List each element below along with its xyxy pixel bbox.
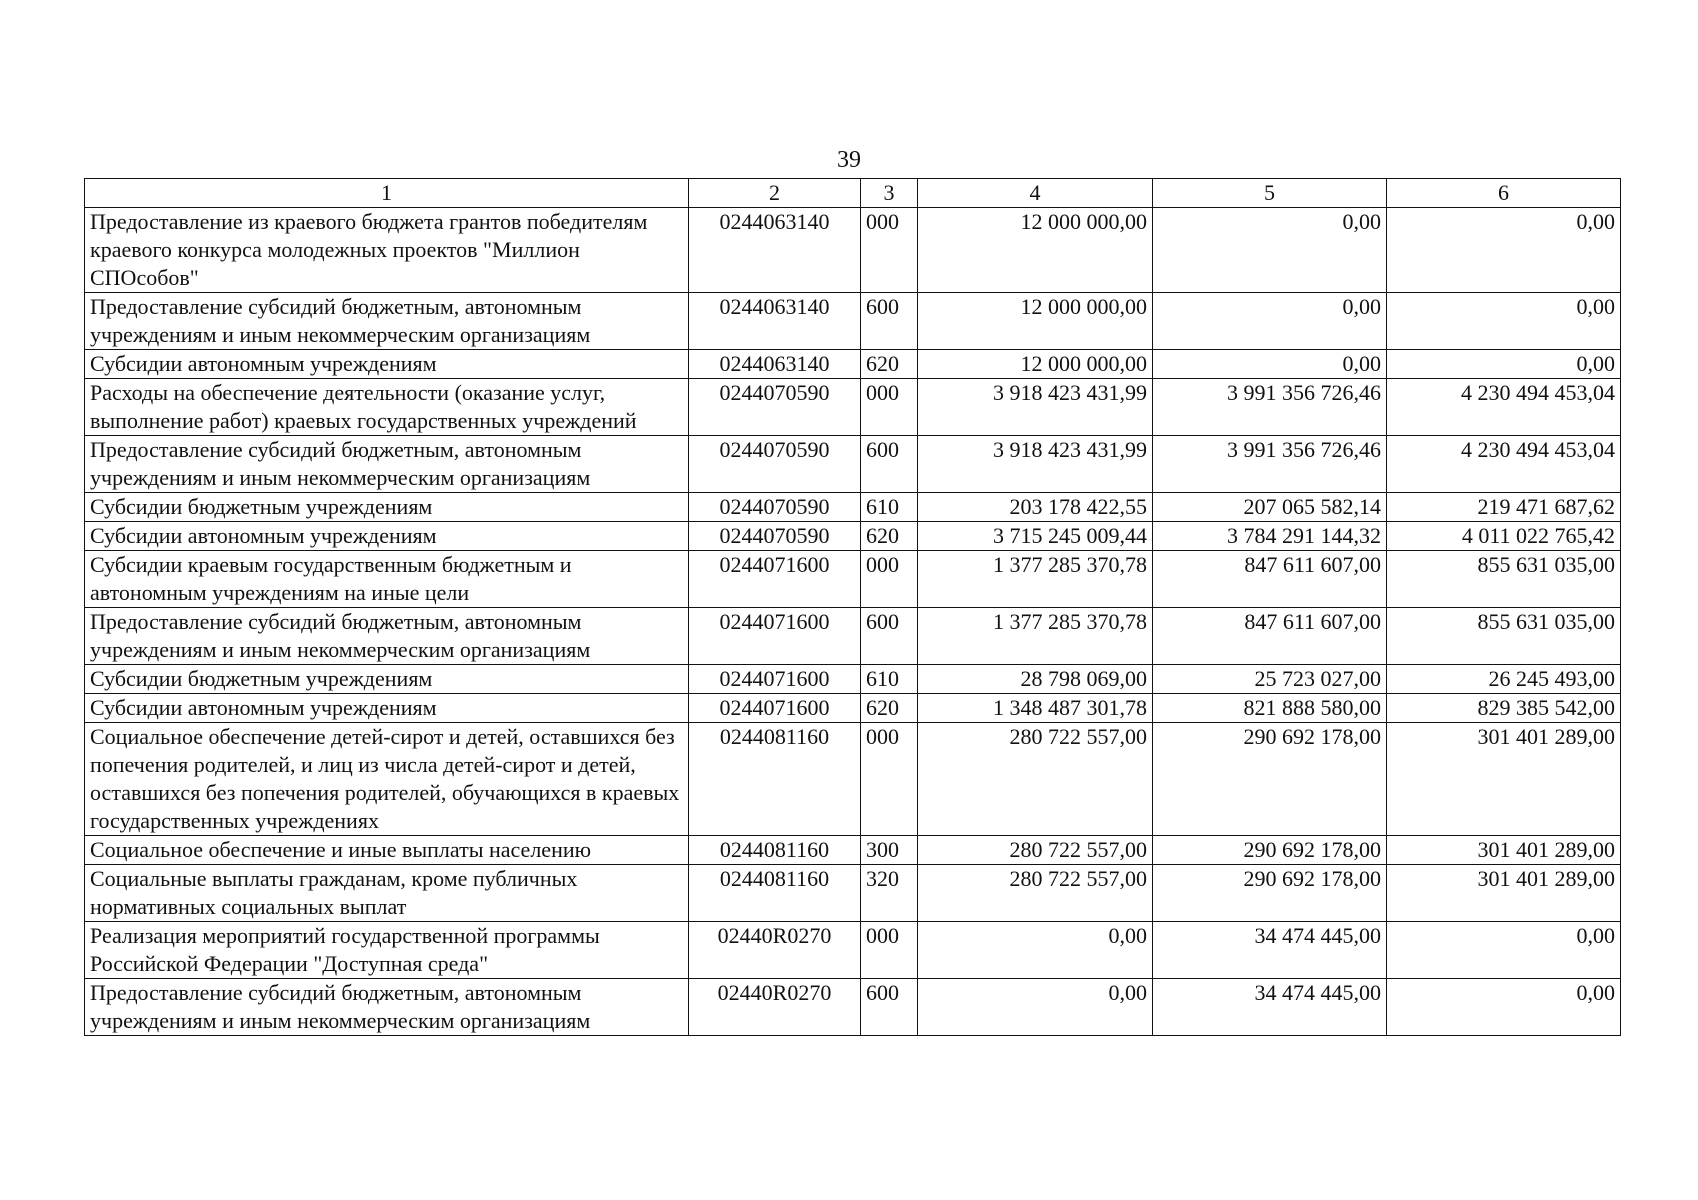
target-article-code-cell: 0244070590 (689, 493, 861, 522)
expense-name-cell: Социальное обеспечение и иные выплаты населению (85, 836, 689, 865)
amount-cell-col6: 0,00 (1387, 208, 1621, 293)
amount-cell-col5: 3 991 356 726,46 (1153, 379, 1387, 436)
amount-cell-col6: 4 230 494 453,04 (1387, 379, 1621, 436)
amount-cell-col5: 3 784 291 144,32 (1153, 522, 1387, 551)
table-row (85, 665, 1621, 694)
table-row (85, 208, 1621, 293)
target-article-code-cell: 0244063140 (689, 208, 861, 293)
expense-type-code-cell: 610 (861, 493, 918, 522)
target-article-code-cell: 02440R0270 (689, 979, 861, 1036)
table-row (85, 551, 1621, 608)
expense-name-cell: Предоставление из краевого бюджета грантов победителям краевого конкурса молодежных проектов "Миллион СПОсобов" (85, 208, 689, 293)
amount-cell-col5: 34 474 445,00 (1153, 979, 1387, 1036)
amount-cell-col4: 280 722 557,00 (918, 723, 1153, 836)
amount-cell-col5: 847 611 607,00 (1153, 551, 1387, 608)
expense-type-code-cell: 000 (861, 551, 918, 608)
expense-type-code-cell: 620 (861, 694, 918, 723)
expense-name-cell: Предоставление субсидий бюджетным, автономным учреждениям и иным некоммерческим организациям (85, 436, 689, 493)
amount-cell-col6: 26 245 493,00 (1387, 665, 1621, 694)
amount-cell-col6: 219 471 687,62 (1387, 493, 1621, 522)
target-article-code-cell: 0244081160 (689, 723, 861, 836)
amount-cell-col6: 0,00 (1387, 922, 1621, 979)
target-article-code-cell: 0244071600 (689, 608, 861, 665)
amount-cell-col5: 821 888 580,00 (1153, 694, 1387, 723)
amount-cell-col5: 34 474 445,00 (1153, 922, 1387, 979)
amount-cell-col4: 280 722 557,00 (918, 865, 1153, 922)
expense-type-code-cell: 300 (861, 836, 918, 865)
amount-cell-col4: 0,00 (918, 979, 1153, 1036)
expense-type-code-cell: 600 (861, 979, 918, 1036)
expense-name-cell: Субсидии бюджетным учреждениям (85, 493, 689, 522)
expense-type-code-cell: 620 (861, 522, 918, 551)
amount-cell-col6: 829 385 542,00 (1387, 694, 1621, 723)
target-article-code-cell: 0244081160 (689, 865, 861, 922)
expense-name-cell: Субсидии краевым государственным бюджетным и автономным учреждениям на иные цели (85, 551, 689, 608)
expense-type-code-cell: 320 (861, 865, 918, 922)
column-number: 6 (1387, 179, 1621, 208)
expense-name-cell: Реализация мероприятий государственной программы Российской Федерации "Доступная среда" (85, 922, 689, 979)
amount-cell-col5: 290 692 178,00 (1153, 865, 1387, 922)
target-article-code-cell: 0244070590 (689, 379, 861, 436)
expense-type-code-cell: 620 (861, 350, 918, 379)
amount-cell-col4: 3 715 245 009,44 (918, 522, 1153, 551)
amount-cell-col5: 207 065 582,14 (1153, 493, 1387, 522)
amount-cell-col4: 0,00 (918, 922, 1153, 979)
amount-cell-col4: 12 000 000,00 (918, 293, 1153, 350)
column-number: 4 (918, 179, 1153, 208)
table-row (85, 522, 1621, 551)
column-number: 5 (1153, 179, 1387, 208)
table-row (85, 694, 1621, 723)
target-article-code-cell: 0244070590 (689, 436, 861, 493)
column-number: 3 (861, 179, 918, 208)
amount-cell-col4: 203 178 422,55 (918, 493, 1153, 522)
expense-type-code-cell: 000 (861, 379, 918, 436)
table-row (85, 293, 1621, 350)
amount-cell-col6: 4 230 494 453,04 (1387, 436, 1621, 493)
expense-name-cell: Социальное обеспечение детей-сирот и детей, оставшихся без попечения родителей, и лиц из числа детей-сирот и детей, оставшихся без попечения родителей, обучающихся в краевых государственных учреждениях (85, 723, 689, 836)
amount-cell-col4: 280 722 557,00 (918, 836, 1153, 865)
expense-type-code-cell: 000 (861, 723, 918, 836)
amount-cell-col5: 0,00 (1153, 350, 1387, 379)
expense-name-cell: Предоставление субсидий бюджетным, автономным учреждениям и иным некоммерческим организациям (85, 608, 689, 665)
expense-name-cell: Субсидии бюджетным учреждениям (85, 665, 689, 694)
expense-name-cell: Предоставление субсидий бюджетным, автономным учреждениям и иным некоммерческим организациям (85, 293, 689, 350)
target-article-code-cell: 0244063140 (689, 350, 861, 379)
expense-type-code-cell: 610 (861, 665, 918, 694)
amount-cell-col5: 290 692 178,00 (1153, 723, 1387, 836)
amount-cell-col4: 3 918 423 431,99 (918, 436, 1153, 493)
amount-cell-col4: 12 000 000,00 (918, 208, 1153, 293)
amount-cell-col6: 0,00 (1387, 350, 1621, 379)
amount-cell-col6: 855 631 035,00 (1387, 551, 1621, 608)
expense-type-code-cell: 600 (861, 436, 918, 493)
amount-cell-col6: 301 401 289,00 (1387, 723, 1621, 836)
amount-cell-col6: 301 401 289,00 (1387, 865, 1621, 922)
table-row (85, 865, 1621, 922)
page-number: 39 (837, 147, 861, 173)
table-row (85, 436, 1621, 493)
expense-name-cell: Социальные выплаты гражданам, кроме публичных нормативных социальных выплат (85, 865, 689, 922)
amount-cell-col6: 0,00 (1387, 293, 1621, 350)
budget-table (84, 178, 1621, 1036)
expense-type-code-cell: 600 (861, 608, 918, 665)
column-number-row (85, 179, 1621, 208)
table-row (85, 836, 1621, 865)
table-row (85, 922, 1621, 979)
amount-cell-col6: 0,00 (1387, 979, 1621, 1036)
amount-cell-col6: 4 011 022 765,42 (1387, 522, 1621, 551)
target-article-code-cell: 02440R0270 (689, 922, 861, 979)
expense-name-cell: Субсидии автономным учреждениям (85, 350, 689, 379)
table-row (85, 723, 1621, 836)
expense-name-cell: Предоставление субсидий бюджетным, автономным учреждениям и иным некоммерческим организациям (85, 979, 689, 1036)
expense-name-cell: Расходы на обеспечение деятельности (оказание услуг, выполнение работ) краевых государственных учреждений (85, 379, 689, 436)
amount-cell-col5: 3 991 356 726,46 (1153, 436, 1387, 493)
amount-cell-col4: 1 377 285 370,78 (918, 551, 1153, 608)
target-article-code-cell: 0244063140 (689, 293, 861, 350)
target-article-code-cell: 0244070590 (689, 522, 861, 551)
expense-name-cell: Субсидии автономным учреждениям (85, 694, 689, 723)
target-article-code-cell: 0244071600 (689, 694, 861, 723)
amount-cell-col4: 28 798 069,00 (918, 665, 1153, 694)
amount-cell-col4: 12 000 000,00 (918, 350, 1153, 379)
expense-type-code-cell: 000 (861, 922, 918, 979)
table-row (85, 493, 1621, 522)
column-number: 1 (85, 179, 689, 208)
amount-cell-col5: 290 692 178,00 (1153, 836, 1387, 865)
table-row (85, 350, 1621, 379)
amount-cell-col4: 1 377 285 370,78 (918, 608, 1153, 665)
amount-cell-col6: 855 631 035,00 (1387, 608, 1621, 665)
table-row (85, 608, 1621, 665)
table-row (85, 979, 1621, 1036)
expense-type-code-cell: 000 (861, 208, 918, 293)
column-number: 2 (689, 179, 861, 208)
table-row (85, 379, 1621, 436)
expense-type-code-cell: 600 (861, 293, 918, 350)
target-article-code-cell: 0244071600 (689, 665, 861, 694)
amount-cell-col5: 25 723 027,00 (1153, 665, 1387, 694)
expense-name-cell: Субсидии автономным учреждениям (85, 522, 689, 551)
amount-cell-col5: 847 611 607,00 (1153, 608, 1387, 665)
target-article-code-cell: 0244071600 (689, 551, 861, 608)
amount-cell-col5: 0,00 (1153, 208, 1387, 293)
amount-cell-col4: 1 348 487 301,78 (918, 694, 1153, 723)
target-article-code-cell: 0244081160 (689, 836, 861, 865)
amount-cell-col5: 0,00 (1153, 293, 1387, 350)
amount-cell-col6: 301 401 289,00 (1387, 836, 1621, 865)
amount-cell-col4: 3 918 423 431,99 (918, 379, 1153, 436)
